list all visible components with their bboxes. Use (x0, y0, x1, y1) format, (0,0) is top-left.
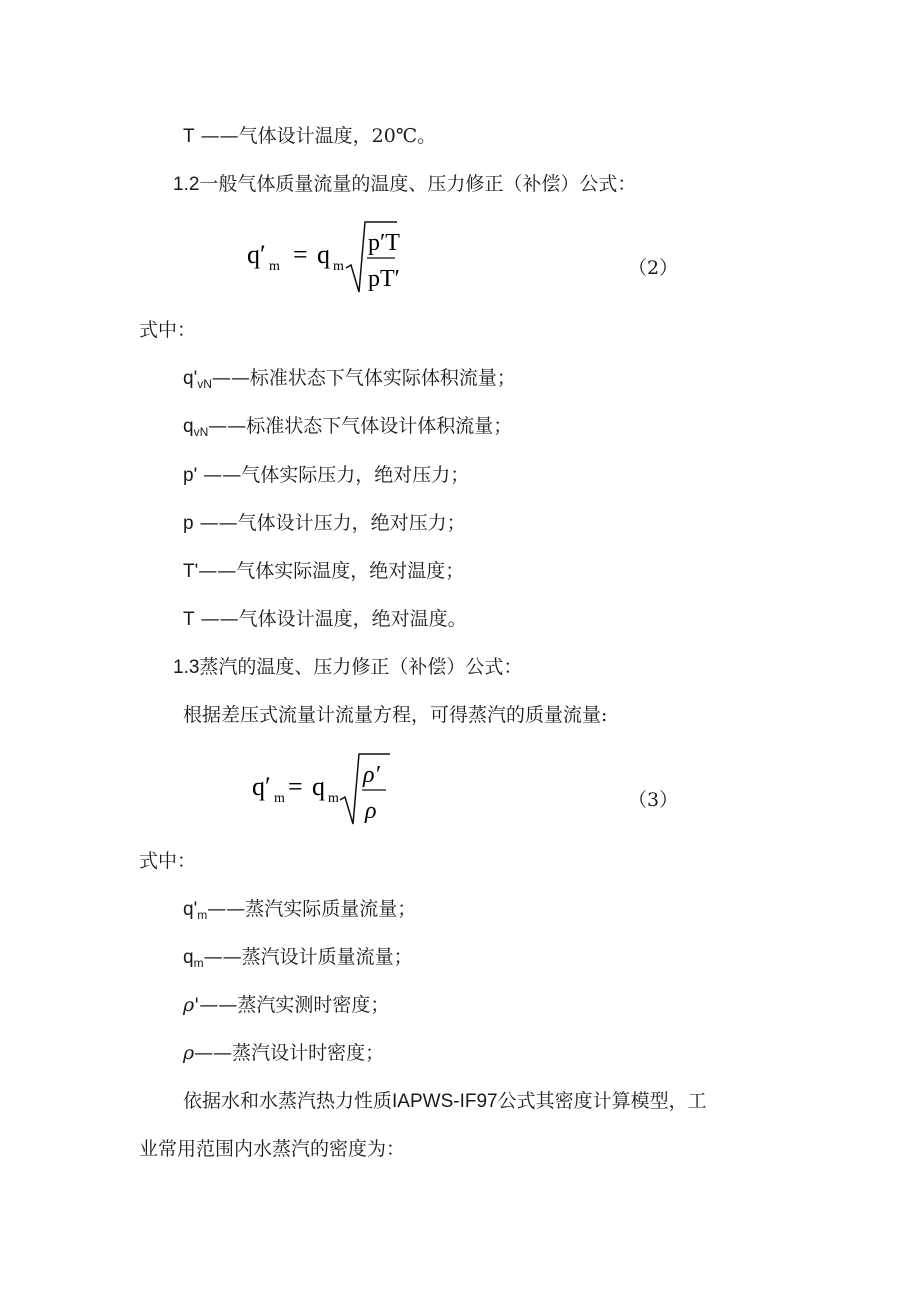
paragraph-flow-equation: 根据差压式流量计流量方程，可得蒸汽的质量流量: (183, 704, 608, 726)
section-heading-1-3 (173, 655, 522, 680)
definition-item (183, 1041, 384, 1065)
definition-text: ——蒸汽实测时密度； (199, 994, 390, 1016)
definition-text: ——蒸汽设计质量流量； (203, 946, 413, 968)
paragraph-iapws (183, 1089, 707, 1114)
symbol: T' (183, 561, 199, 582)
formula-2-svg (245, 216, 415, 296)
where-label-1: 式中： (139, 319, 197, 341)
definition-text: ——气体设计温度，绝对温度。 (194, 608, 467, 630)
symbol: p (183, 513, 194, 534)
symbol: q' (183, 899, 198, 920)
symbol-subscript: m (193, 956, 204, 970)
definition-item (183, 414, 512, 440)
formula-numerator: p′T (368, 230, 400, 256)
symbol: q (183, 947, 194, 968)
symbol: ρ' (183, 994, 200, 1016)
definition-item (183, 366, 516, 392)
standard-code: IAPWS-IF97 (392, 1091, 498, 1112)
section-number: 1.2 (173, 174, 200, 195)
definition-text: ——气体设计压力，绝对压力； (193, 512, 466, 534)
formula-rhs-sub: m (328, 791, 339, 806)
formula-numerator: ρ′ (363, 762, 380, 788)
text-post: 公式其密度计算模型，工 (497, 1090, 707, 1112)
equation-number-3: （3） (628, 789, 679, 811)
formula-denominator: ρ (365, 798, 377, 824)
symbol: p' (183, 465, 198, 486)
formula-lhs: q′ (252, 772, 271, 801)
symbol: ρ (183, 1042, 195, 1064)
definition-item (183, 559, 464, 584)
definition-item (183, 607, 467, 632)
definition-item (183, 993, 389, 1017)
formula-2 (245, 216, 415, 296)
formula-eq: = (293, 240, 308, 269)
paragraph-iapws-cont: 业常用范围内水蒸汽的密度为： (139, 1138, 406, 1160)
formula-lhs: q′ (247, 240, 266, 269)
formula-rhs: q (317, 240, 330, 269)
symbol: T (183, 609, 195, 630)
symbol-subscript: vN (193, 425, 209, 439)
definition-item (183, 945, 413, 971)
definition-item (183, 511, 466, 536)
formula-lhs-sub: m (274, 791, 285, 806)
symbol-subscript: m (197, 908, 208, 922)
section-number: 1.3 (173, 657, 200, 678)
section-title: 蒸汽的温度、压力修正（补偿）公式： (199, 656, 523, 678)
formula-lhs-sub: m (269, 259, 280, 274)
definition-text: ——标准状态下气体实际体积流量； (211, 367, 516, 389)
formula-3 (250, 748, 410, 828)
definition-text: ——气体实际压力，绝对压力； (197, 464, 470, 486)
text-pre: 依据水和水蒸汽热力性质 (183, 1090, 393, 1112)
where-label-2: 式中： (139, 850, 197, 872)
symbol: q (183, 416, 194, 437)
section-heading-1-2 (173, 172, 636, 197)
section-title: 一般气体质量流量的温度、压力修正（补偿）公式： (199, 173, 637, 195)
formula-rhs-sub: m (333, 259, 344, 274)
formula-3-svg (250, 748, 410, 828)
formula-denominator: pT′ (368, 266, 400, 292)
symbol-subscript: vN (197, 377, 212, 391)
symbol: q' (183, 368, 198, 389)
definition-item (183, 897, 416, 923)
definition-text: ——标准状态下气体设计体积流量； (208, 415, 513, 437)
definition-text: ——气体实际温度，绝对温度； (198, 560, 465, 582)
equation-number-2: （2） (628, 257, 679, 279)
definition-text: ——蒸汽设计时密度； (194, 1042, 385, 1064)
definition-text: ——蒸汽实际质量流量； (207, 898, 417, 920)
symbol: T (183, 126, 195, 147)
definition-item (183, 463, 469, 488)
formula-rhs: q (312, 772, 325, 801)
formula-eq: = (288, 772, 303, 801)
paragraph-design-temp (183, 124, 436, 149)
text: ——气体设计温度，20℃。 (200, 125, 437, 147)
